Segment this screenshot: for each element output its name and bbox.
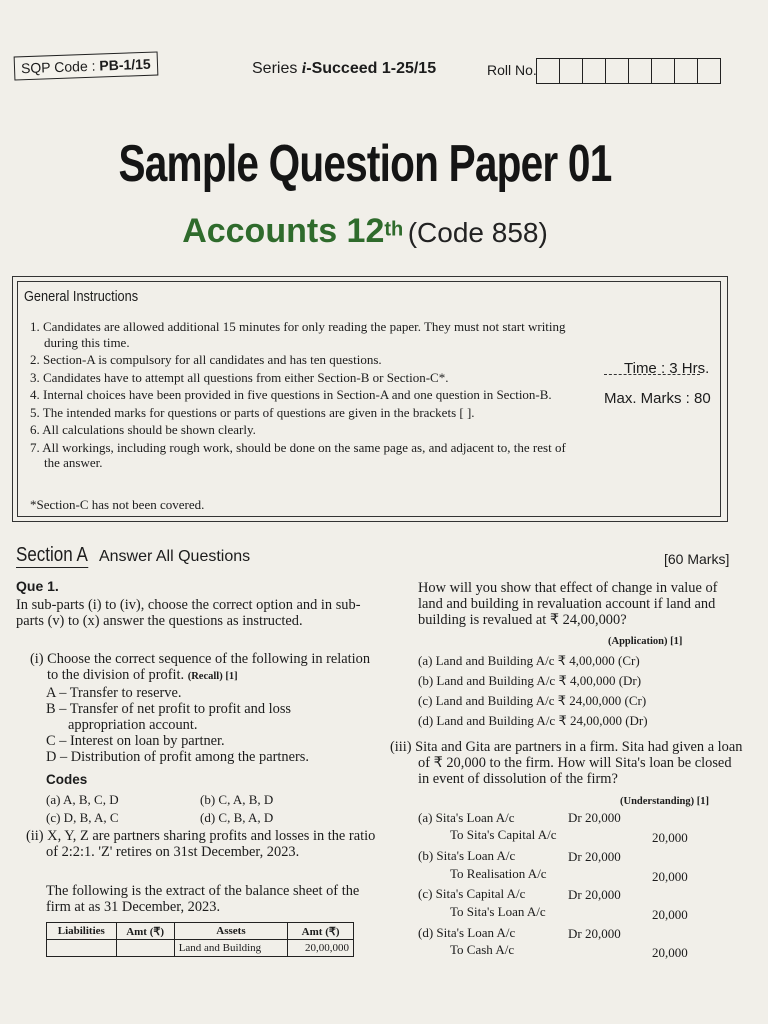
divider — [604, 374, 700, 375]
roll-cell[interactable] — [537, 59, 560, 83]
series-name: -Succeed 1-25/15 — [306, 60, 437, 77]
table-header: Amt (₹) — [288, 923, 354, 940]
answer-option-dr-amount: Dr 20,000 — [568, 849, 621, 864]
series-label — [252, 60, 436, 78]
series-prefix: Series — [252, 60, 302, 77]
codes-label: Codes — [46, 772, 88, 787]
instructions-note: *Section-C has not been covered. — [30, 497, 205, 512]
question-intro: In sub-parts (i) to (iv), choose the correct option and in sub-parts (v) to (x) answer the questions as instructed. — [16, 597, 361, 629]
subquestion-ii-stem: (ii) X, Y, Z are partners sharing profits and losses in the ratio of 2:2:1. 'Z' retires on 31st December, 2023. — [26, 828, 376, 860]
subquestion-ii-question: How will you show that effect of change in value of land and building in revaluation account if land and building is revalued at ₹ 24,00,000? — [418, 580, 718, 628]
roll-cell[interactable] — [698, 59, 720, 83]
subquestion-i-tag: (Recall) [1] — [187, 671, 238, 682]
instruction-item: 1. Candidates are allowed additional 15 minutes for only reading the paper. They must not start writing during this time. — [30, 319, 566, 350]
instruction-item: 3. Candidates have to attempt all questions from either Section-B or Section-C*. — [30, 369, 449, 385]
series-i: i — [301, 60, 307, 77]
time-allowed: Time : 3 Hrs. — [624, 360, 710, 377]
answer-option-cr-amount: 20,000 — [652, 907, 688, 922]
roll-cell[interactable] — [583, 59, 606, 83]
roll-cell[interactable] — [675, 59, 698, 83]
instruction-item: 4. Internal choices have been provided in five questions in Section-A and one question in Section-B. — [30, 387, 552, 402]
answer-option-dr-amount: Dr 20,000 — [568, 887, 621, 902]
sqp-code-box — [14, 51, 158, 80]
subquestion-i-stem — [30, 651, 377, 685]
instruction-item: 7. All workings, including rough work, should be done on the same page as, and adjacent to, the rest of the answer. — [30, 439, 566, 470]
subquestion-i-text: (i) Choose the correct sequence of the following in relation to the division of profit. — [30, 651, 371, 683]
section-subtitle: Answer All Questions — [98, 548, 251, 565]
code-option[interactable]: (d) C, B, A, D — [200, 810, 274, 825]
max-marks: Max. Marks : 80 — [604, 390, 711, 407]
subquestion-i-items — [46, 685, 360, 765]
roll-cell[interactable] — [560, 59, 583, 83]
answer-option-cr: To Sita's Capital A/c — [450, 827, 557, 842]
answer-option-cr: To Sita's Loan A/c — [450, 904, 546, 919]
instructions-heading: General Instructions — [24, 288, 139, 305]
answer-option[interactable]: (b) Land and Building A/c ₹ 4,00,000 (Dr) — [418, 673, 642, 688]
table-row — [47, 940, 354, 957]
answer-option-cr-amount: 20,000 — [652, 830, 688, 845]
roll-cell[interactable] — [606, 59, 629, 83]
section-marks: [60 Marks] — [664, 551, 730, 567]
subject-sup: th — [384, 218, 404, 241]
subquestion-iii-tag: (Understanding) [1] — [620, 796, 709, 807]
subquestion-ii-extract: The following is the extract of the balance sheet of the firm at as 31 December, 2023. — [46, 883, 360, 915]
instruction-item: 2. Section-A is compulsory for all candidates and has ten questions. — [30, 352, 382, 367]
subquestion-iii-stem: (iii) Sita and Gita are partners in a firm. Sita had given a loan of ₹ 20,000 to the firm. How will Sita's loan be closed in event of dissolution of the firm? — [390, 739, 743, 787]
instruction-item: 5. The intended marks for questions or parts of questions are given in the brackets [ ]. — [30, 404, 475, 420]
sequence-item: B – Transfer of net profit to profit and loss appropriation account. — [46, 701, 292, 733]
table-header: Amt (₹) — [116, 923, 174, 940]
roll-number-grid[interactable] — [536, 58, 721, 84]
answer-option-dr[interactable]: (c) Sita's Capital A/c — [418, 886, 526, 901]
answer-option-dr[interactable]: (d) Sita's Loan A/c — [418, 925, 516, 940]
sequence-item: C – Interest on loan by partner. — [46, 733, 225, 749]
section-header — [16, 544, 250, 568]
roll-cell[interactable] — [629, 59, 652, 83]
answer-option[interactable]: (c) Land and Building A/c ₹ 24,00,000 (Cr) — [418, 693, 647, 708]
answer-option[interactable]: (a) Land and Building A/c ₹ 4,00,000 (Cr) — [418, 653, 640, 668]
table-cell — [116, 940, 174, 957]
answer-option[interactable]: (d) Land and Building A/c ₹ 24,00,000 (Dr) — [418, 713, 648, 728]
code-option[interactable]: (c) D, B, A, C — [46, 810, 119, 825]
answer-option-dr[interactable]: (b) Sita's Loan A/c — [418, 848, 516, 863]
table-header: Liabilities — [47, 923, 117, 940]
answer-option-dr[interactable]: (a) Sita's Loan A/c — [418, 810, 515, 825]
code-option[interactable]: (a) A, B, C, D — [46, 792, 119, 807]
answer-option-dr-amount: Dr 20,000 — [568, 810, 621, 825]
roll-label: Roll No. — [487, 62, 537, 78]
subject-name: Accounts 12 — [182, 212, 385, 250]
subquestion-ii-tag: (Application) [1] — [608, 636, 683, 647]
table-cell: 20,00,000 — [288, 940, 354, 957]
sqp-code: PB-1/15 — [99, 55, 151, 74]
table-header: Assets — [174, 923, 288, 940]
roll-cell[interactable] — [652, 59, 675, 83]
answer-option-cr-amount: 20,000 — [652, 869, 688, 884]
subject-line — [0, 212, 730, 251]
sequence-item: D – Distribution of profit among the partners. — [46, 749, 309, 765]
instruction-item: 6. All calculations should be shown clearly. — [30, 422, 256, 437]
subject-code: (Code 858) — [407, 217, 548, 248]
balance-sheet-table — [46, 922, 354, 957]
instructions-list — [30, 319, 570, 473]
table-cell — [47, 940, 117, 957]
answer-option-cr: To Realisation A/c — [450, 866, 547, 881]
page-title: Sample Question Paper 01 — [118, 135, 612, 193]
sequence-item: A – Transfer to reserve. — [46, 685, 182, 701]
table-cell: Land and Building — [174, 940, 288, 957]
question-label: Que 1. — [16, 578, 59, 594]
answer-option-cr-amount: 20,000 — [652, 945, 688, 960]
answer-option-cr: To Cash A/c — [450, 942, 515, 957]
code-option[interactable]: (b) C, A, B, D — [200, 792, 274, 807]
sqp-label: SQP Code : — [20, 57, 100, 77]
section-name: Section A — [16, 544, 88, 566]
table-header-row — [47, 923, 354, 940]
answer-option-dr-amount: Dr 20,000 — [568, 926, 621, 941]
